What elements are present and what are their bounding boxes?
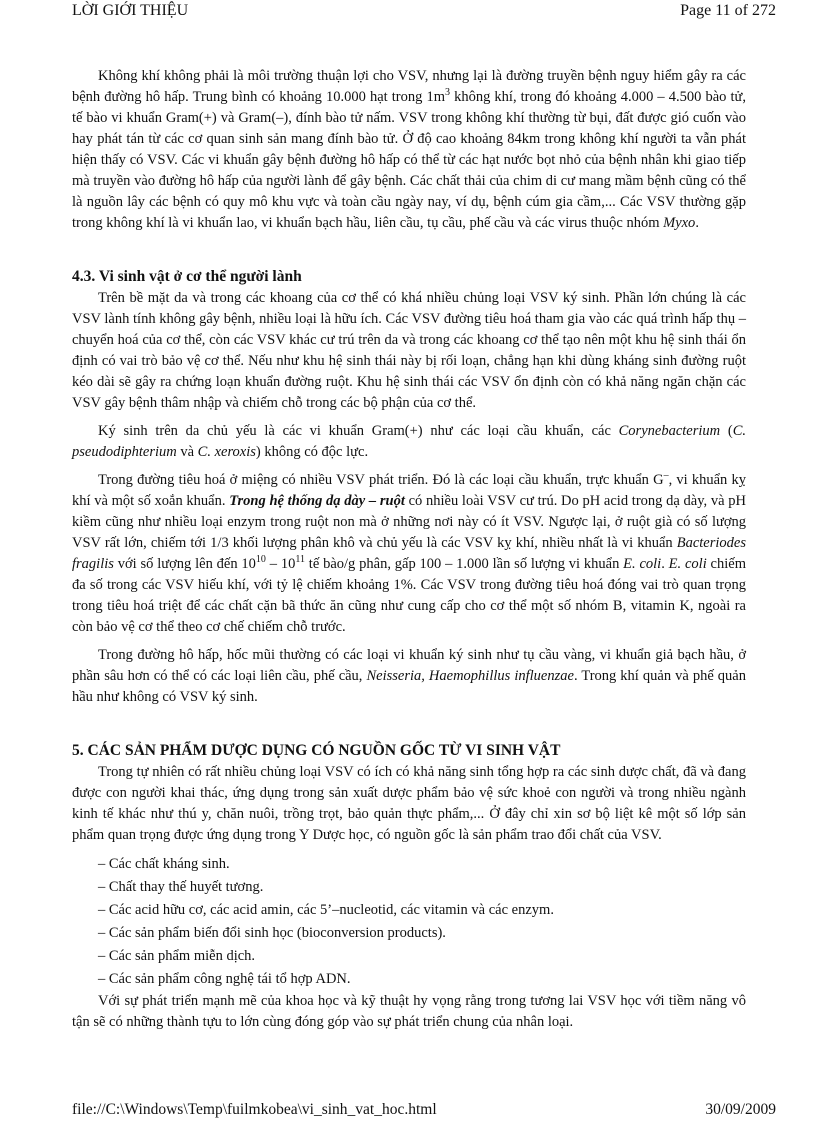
page-number: Page 11 of 272 xyxy=(680,2,776,19)
product-list xyxy=(72,853,746,991)
paragraph-air: Không khí không phải là môi trường thuận lợi cho VSV, nhưng lại là đường truyền bệnh nguy hiểm gây ra các bệnh đường hô hấp. Trung bình có khoảng 10.000 hạt trong $1m^3$ không khí, trong đó khoảng 4.000 – 4.500 bào tử, tế bào vi khuẩn Gram(+) và Gram(–), đính bào tử nấm. VSV trong không khí thường từ bụi, đất được gió cuốn vào hay phát tán từ các cơ quan sinh sản mang đính bào tử. Ở độ cao khoảng 84km trong không khí người ta vẫn phát hiện thấy có VSV. Các vi khuẩn gây bệnh đường hô hấp có thể từ các hạt nước bọt nhỏ của bệnh nhân khi giao tiếp mà truyền vào đường hô hấp của người lành để gây bệnh. Các chất thải của chim di cư mang mầm bệnh cũng có thể là nguồn lây các bệnh có quy mô khu vực và toàn cầu ngày nay, ví dụ, bệnh cúm gia cầm,... Các VSV thường gặp trong không khí là vi khuẩn lao, vi khuẩn bạch hầu, liên cầu, tụ cầu, phế cầu và các virus thuộc nhóm Myxo. xyxy=(72,68,746,231)
paragraph-digestive: Trong đường tiêu hoá ở miệng có nhiều VSV phát triển. Đó là các loại cầu khuẩn, trực khuẩn G–, vi khuẩn kỵ khí và một số xoắn khuẩn. Trong hệ thống dạ dày – ruột có nhiều loài VSV cư trú. Do pH acid trong dạ dày, và pH kiềm cũng như nhiều loại enzym trong ruột non mà ở những nơi này có ít VSV. Ngược lại, ở ruột già có số lượng VSV rất lớn, chiếm tới 1/3 khối lượng phân khô và chủ yếu là các VSV kỵ khí, nhiều nhất là vi khuẩn Bacteriodes fragilis với số lượng lên đến $10^{10} - 10^{11}$ tế bào/g phân, gấp 100 – 1.000 lần số lượng vi khuẩn E. coli. E. coli chiếm đa số trong các VSV hiếu khí, với tỷ lệ chiếm khoảng 1%. Các VSV trong đường tiêu hoá đóng vai trò quan trọng trong tiêu hoá triệt để các chất cặn bã thức ăn cũng như cung cấp cho cơ thể một số nhóm B, vitamin K, ngoài ra còn bảo vệ cơ thể theo cơ chế chiếm chỗ trước. xyxy=(72,470,746,635)
document-body xyxy=(72,66,746,1040)
print-date: 30/09/2009 xyxy=(705,1101,776,1118)
paragraph-products-intro: Trong tự nhiên có rất nhiều chủng loại VSV có ích có khả năng sinh tổng hợp ra các sinh dược chất, đã và đang được con người khai thác, ứng dụng trong sản xuất dược phẩm bảo vệ sức khoẻ con người và trong nhiều ngành kinh tế khác như thú y, chăn nuôi, trồng trọt, bảo quản thực phẩm,... Ở đây chỉ xin sơ bộ liệt kê một số lớp sản phẩm quan trọng được ứng dụng trong Y Dược học, có nguồn gốc là sản phẩm trao đổi chất của VSV. xyxy=(72,764,746,843)
paragraph-respiratory: Trong đường hô hấp, hốc mũi thường có các loại vi khuẩn ký sinh như tụ cầu vàng, vi khuẩn giả bạch hầu, ở phần sâu hơn có thể có các loại liên cầu, phế cầu, Neisseria, Haemophillus influenzae. Trong khí quản và phế quản hầu như không có VSV ký sinh. xyxy=(72,647,746,705)
header-title: LỜI GIỚI THIỆU xyxy=(72,2,189,19)
paragraph-skin: Ký sinh trên da chủ yếu là các vi khuẩn Gram(+) như các loại cầu khuẩn, các Corynebacterium (C. pseudodiphterium và C. xeroxis) không có độc lực. xyxy=(72,423,746,460)
list-item: – Các sản phẩm miễn dịch. xyxy=(98,948,256,964)
list-item: – Chất thay thế huyết tương. xyxy=(98,879,264,895)
paragraph-conclusion: Với sự phát triển mạnh mẽ của khoa học và kỹ thuật hy vọng rằng trong tương lai VSV học với tiềm năng vô tận sẽ có những thành tựu to lớn cùng đóng góp vào sự phát triển chung của nhân loại. xyxy=(72,993,746,1030)
section-heading-4-3: 4.3. Vi sinh vật ở cơ thể người lành xyxy=(72,268,302,285)
list-item: – Các sản phẩm công nghệ tái tổ hợp ADN. xyxy=(98,971,351,987)
list-item: – Các chất kháng sinh. xyxy=(98,856,230,872)
file-path: file://C:\Windows\Temp\fuilmkobea\vi_sinh_vat_hoc.html xyxy=(72,1101,437,1118)
section-heading-5: 5. CÁC SẢN PHẨM DƯỢC DỤNG CÓ NGUỒN GỐC TỪ VI SINH VẬT xyxy=(72,742,561,759)
paragraph-healthy-body: Trên bề mặt da và trong các khoang của cơ thể có khá nhiều chủng loại VSV ký sinh. Phần lớn chúng là các VSV lành tính không gây bệnh, nhiều loại là hữu ích. Các VSV đường tiêu hoá tham gia vào các quá trình hấp thụ – chuyển hoá của cơ thể, còn các VSV khác cư trú trên da và trong các khoang cơ thể tạo nên một khu hệ sinh thái ổn định có vai trò bảo vệ cơ thể. Nếu như khu hệ sinh thái này bị rối loạn, chẳng hạn khi dùng kháng sinh đường ruột kéo dài sẽ gây ra chứng loạn khuẩn đường ruột. Khu hệ sinh thái các VSV ổn định còn có khả năng ngăn chặn các VSV gây bệnh thâm nhập và chiếm chỗ trong các bộ phận của cơ thể. xyxy=(72,290,746,411)
list-item: – Các acid hữu cơ, các acid amin, các 5’–nucleotid, các vitamin và các enzym. xyxy=(98,902,554,918)
list-item: – Các sản phẩm biến đổi sinh học (bioconversion products). xyxy=(98,925,446,941)
